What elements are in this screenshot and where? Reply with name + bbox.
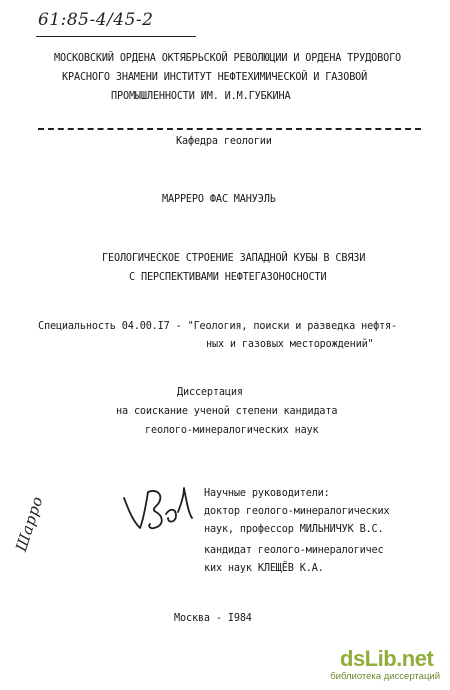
specialty-line-1: Специальность 04.00.I7 - "Геология, поиски и разведка нефтя- [38,321,398,332]
thesis-title-line-2: С ПЕРСПЕКТИВАМИ НЕФТЕГАЗОНОСНОСТИ [129,272,327,283]
science-field: геолого-минералогических наук [145,425,319,436]
dslib-logo: dsLib.net [340,646,434,671]
dslib-watermark [330,646,440,682]
thesis-title-line-1: ГЕОЛОГИЧЕСКОЕ СТРОЕНИЕ ЗАПАДНОЙ КУБЫ В СВЯЗИ [102,253,366,264]
handwritten-catalog-code: 61:85-4/45-2 [38,10,154,30]
institute-line-1: МОСКОВСКИЙ ОРДЕНА ОКТЯБРЬСКОЙ РЕВОЛЮЦИИ И ОРДЕНА ТРУДОВОГО [54,53,402,64]
header-divider [38,128,421,130]
institute-line-3: ПРОМЫШЛЕННОСТИ ИМ. И.М.ГУБКИНА [111,91,291,102]
dissertation-label: Диссертация [177,387,243,398]
author-name: МАРРЕРО ФАС МАНУЭЛЬ [162,194,276,205]
department: Кафедра геологии [176,136,272,147]
supervisor-2-line-1: кандидат геолого-минералогичес [204,545,384,556]
author-signature: Шарро [12,493,47,554]
degree-line: на соискание ученой степени кандидата [116,406,338,417]
supervisors-heading: Научные руководители: [204,488,330,499]
supervisor-1-line-1: доктор геолого-минералогических [204,506,390,517]
institute-line-2: КРАСНОГО ЗНАМЕНИ ИНСТИТУТ НЕФТЕХИМИЧЕСКОЙ И ГАЗОВОЙ [62,72,368,83]
dslib-subtitle: библиотека диссертаций [330,671,440,682]
supervisor-1-line-2: наук, профессор МИЛЬНИЧУК В.С. [204,524,384,535]
city-and-year: Москва - I984 [174,613,252,624]
specialty-line-2: ных и газовых месторождений" [206,339,374,350]
supervisor-2-line-2: ких наук КЛЕЩЁВ К.А. [204,563,324,574]
catalog-code-underline [36,36,196,37]
supervisor-signature [118,478,202,540]
